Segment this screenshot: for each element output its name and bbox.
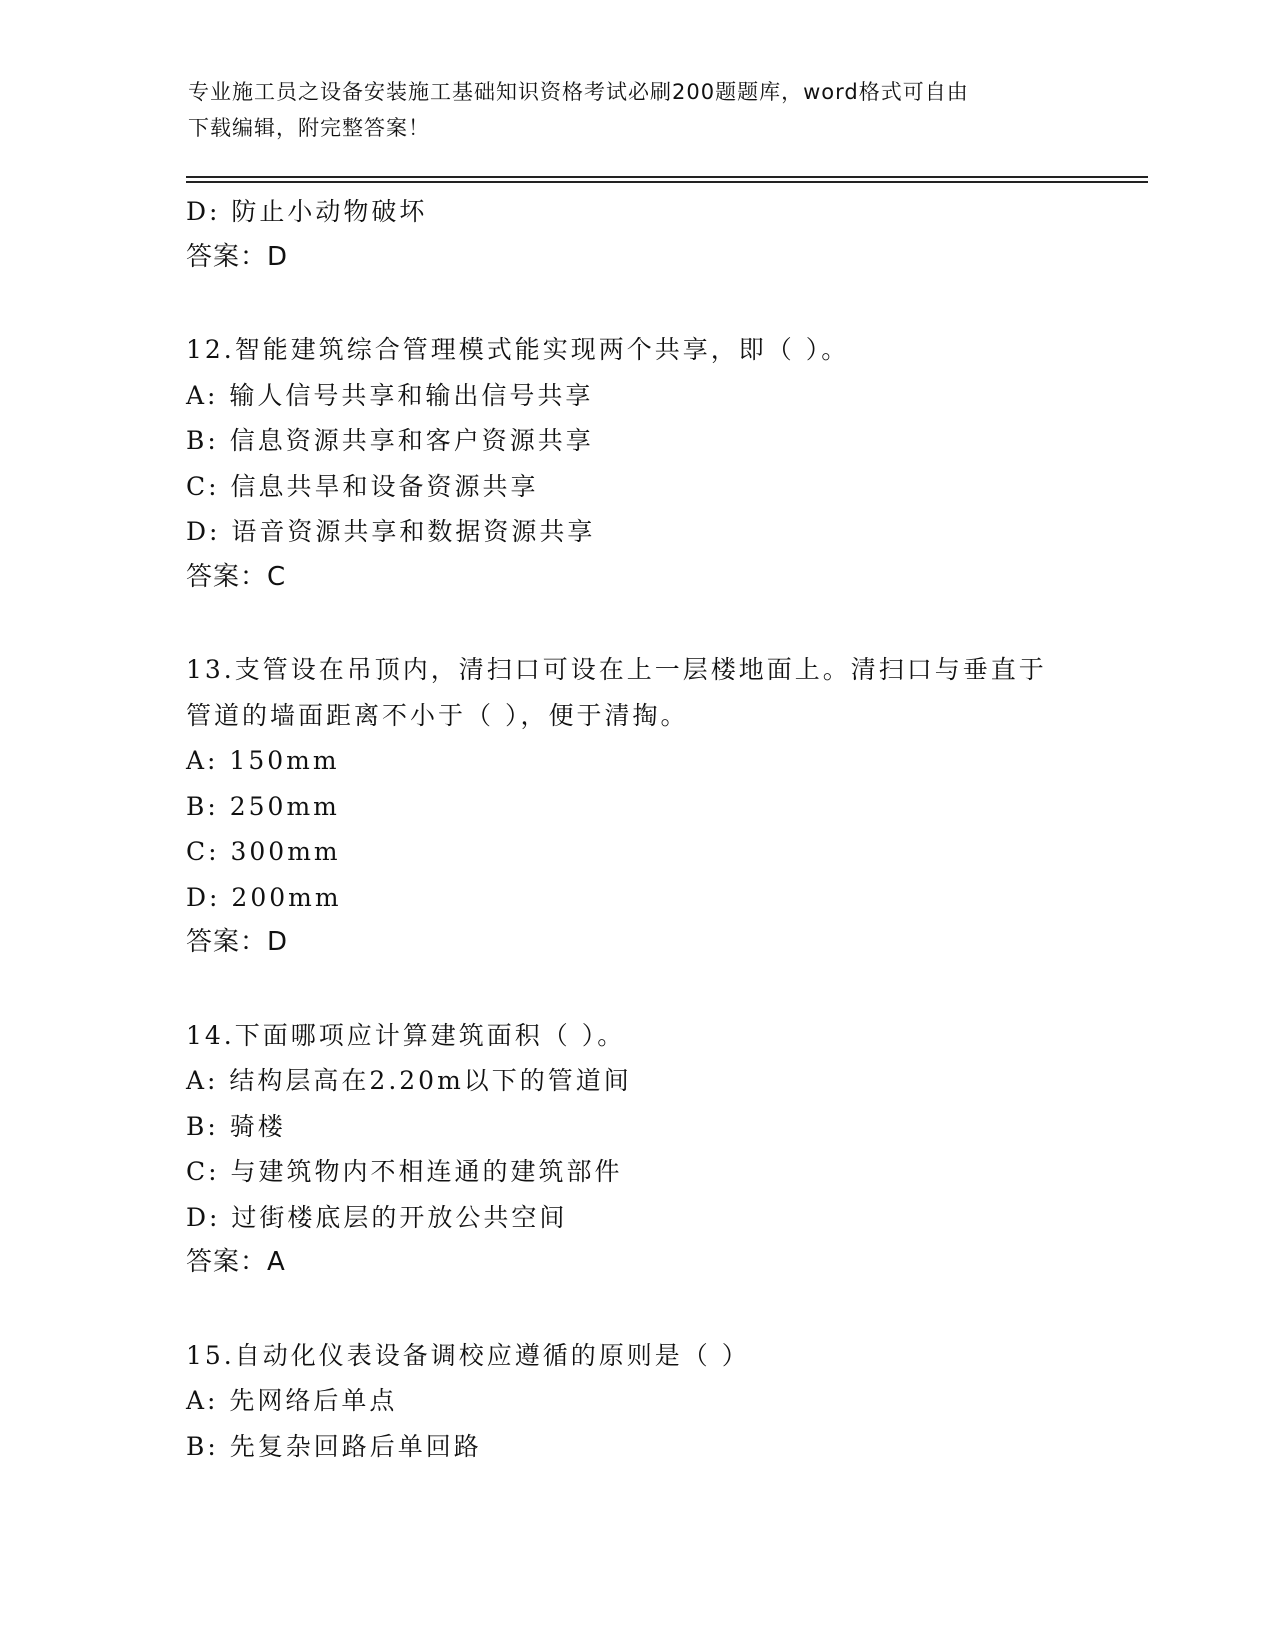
option-d: D: 200mm	[186, 882, 342, 912]
answer: 答案：C	[186, 561, 287, 592]
option-c: C: 与建筑物内不相连通的建筑部件	[186, 1157, 623, 1186]
option-c: C: 300mm	[186, 837, 341, 866]
question-14	[186, 1013, 1086, 1286]
option-b: B: 先复杂回路后单回路	[186, 1431, 482, 1461]
question-stem: 12.智能建筑综合管理模式能实现两个共享，即（ ）。	[186, 335, 850, 364]
option-d: D: 防止小动物破坏	[186, 197, 428, 226]
header-line-2: 下载编辑，附完整答案！	[188, 116, 430, 140]
question-stem: 13.支管设在吊顶内，清扫口可设在上一层楼地面上。清扫口与垂直于	[186, 655, 1047, 684]
option-b: B: 骑楼	[186, 1111, 286, 1141]
option-d: D: 过街楼底层的开放公共空间	[186, 1202, 568, 1232]
header-divider-bottom	[186, 181, 1148, 183]
header-line-1: 专业施工员之设备安装施工基础知识资格考试必刷200题题库，word格式可自由	[188, 80, 969, 104]
question-12	[186, 327, 1086, 600]
header-divider-top	[186, 176, 1148, 178]
question-15	[186, 1333, 1086, 1470]
question-list	[186, 189, 1086, 1469]
option-a: A: 结构层高在2.20m以下的管道间	[186, 1066, 632, 1095]
question-13	[186, 647, 1086, 966]
document-header	[188, 74, 1088, 146]
option-d: D: 语音资源共享和数据资源共享	[186, 517, 596, 546]
option-a: A: 输人信号共享和输出信号共享	[186, 380, 594, 410]
question-stem: 14.下面哪项应计算建筑面积（ ）。	[186, 1020, 626, 1050]
answer: 答案：D	[186, 927, 289, 957]
option-a: A: 150mm	[186, 746, 340, 775]
question-11-tail	[186, 189, 1086, 280]
option-a: A: 先网络后单点	[186, 1386, 398, 1415]
question-stem: 15.自动化仪表设备调校应遵循的原则是（ ）	[186, 1340, 750, 1370]
option-b: B: 信息资源共享和客户资源共享	[186, 426, 594, 455]
option-b: B: 250mm	[186, 791, 340, 821]
answer: 答案：D	[186, 241, 289, 272]
answer: 答案：A	[186, 1247, 286, 1277]
option-c: C: 信息共旱和设备资源共享	[186, 471, 539, 501]
question-stem-continued: 管道的墙面距离不小于（ ），便于清掏。	[186, 700, 689, 730]
